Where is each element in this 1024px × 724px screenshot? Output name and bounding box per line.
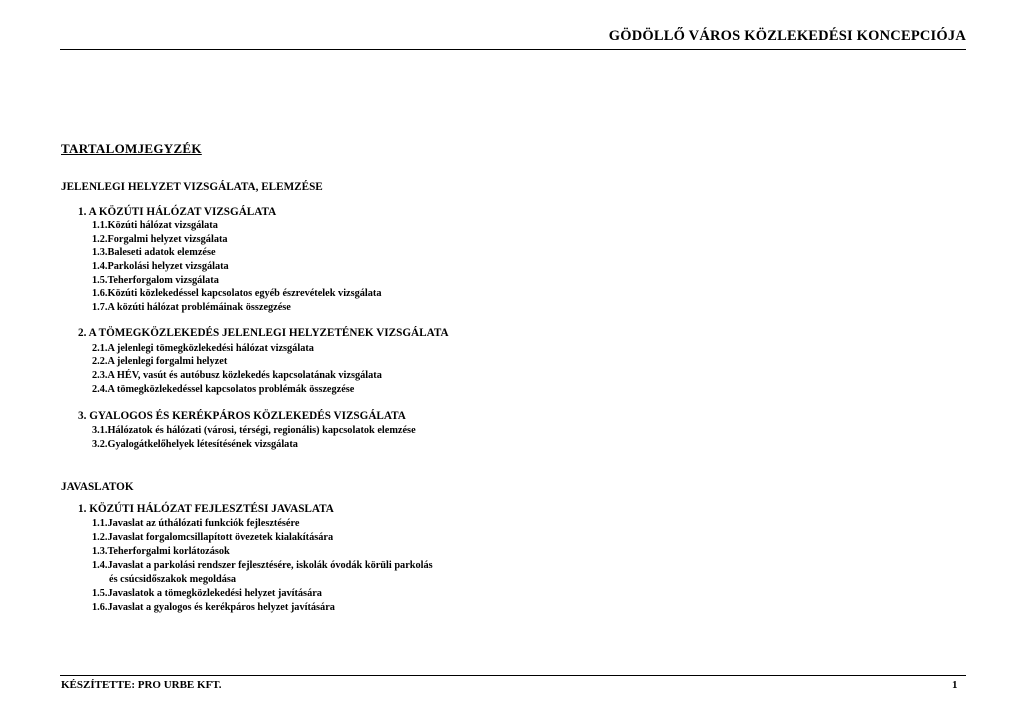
toc-item-continuation: és csúcsidőszakok megoldása <box>109 574 237 585</box>
toc-title: TARTALOMJEGYZÉK <box>61 141 202 156</box>
header-rule <box>60 49 966 50</box>
toc-item: 3.2.Gyalogátkelőhelyek létesítésének vizsgálata <box>92 439 298 450</box>
toc-item: 1.7.A közúti hálózat problémáinak összegzése <box>92 302 291 313</box>
toc-item: 2.3.A HÉV, vasút és autóbusz közlekedés kapcsolatának vizsgálata <box>92 370 382 381</box>
footer-rule <box>60 675 966 676</box>
toc-item: 1.1.Javaslat az úthálózati funkciók fejlesztésére <box>92 518 300 529</box>
toc-chapter: 1. KÖZÚTI HÁLÓZAT FEJLESZTÉSI JAVASLATA <box>78 503 334 515</box>
page-header-title: GÖDÖLLŐ VÁROS KÖZLEKEDÉSI KONCEPCIÓJA <box>608 28 966 44</box>
toc-item: 1.5.Javaslatok a tömegközlekedési helyzet javítására <box>92 588 322 599</box>
toc-item: 2.4.A tömegközlekedéssel kapcsolatos problémák összegzése <box>92 384 355 395</box>
section-heading-current-state: JELENLEGI HELYZET VIZSGÁLATA, ELEMZÉSE <box>61 181 323 193</box>
section-heading-proposals: JAVASLATOK <box>61 481 134 493</box>
toc-item: 1.4.Parkolási helyzet vizsgálata <box>92 261 229 272</box>
toc-item: 1.3.Baleseti adatok elemzése <box>92 247 216 258</box>
toc-item: 1.2.Forgalmi helyzet vizsgálata <box>92 234 228 245</box>
toc-item: 2.1.A jelenlegi tömegközlekedési hálózat vizsgálata <box>92 343 314 354</box>
toc-item: 1.2.Javaslat forgalomcsillapított övezetek kialakítására <box>92 532 334 543</box>
toc-item: 1.3.Teherforgalmi korlátozások <box>92 546 230 557</box>
page-number: 1 <box>952 679 958 691</box>
toc-chapter: 2. A TÖMEGKÖZLEKEDÉS JELENLEGI HELYZETÉNEK VIZSGÁLATA <box>78 327 449 339</box>
toc-chapter: 1. A KÖZÚTI HÁLÓZAT VIZSGÁLATA <box>78 206 277 218</box>
toc-item: 1.4.Javaslat a parkolási rendszer fejlesztésére, iskolák óvodák körüli parkolás <box>92 560 433 571</box>
toc-item: 1.1.Közúti hálózat vizsgálata <box>92 220 218 231</box>
toc-item: 1.6.Javaslat a gyalogos és kerékpáros helyzet javítására <box>92 602 335 613</box>
toc-item: 1.6.Közúti közlekedéssel kapcsolatos egyéb észrevételek vizsgálata <box>92 288 382 299</box>
toc-item: 1.5.Teherforgalom vizsgálata <box>92 275 219 286</box>
toc-chapter: 3. GYALOGOS ÉS KERÉKPÁROS KÖZLEKEDÉS VIZSGÁLATA <box>78 410 406 422</box>
footer-author: KÉSZÍTETTE: PRO URBE KFT. <box>61 679 222 691</box>
toc-item: 3.1.Hálózatok és hálózati (városi, térségi, regionális) kapcsolatok elemzése <box>92 425 416 436</box>
toc-item: 2.2.A jelenlegi forgalmi helyzet <box>92 356 228 367</box>
